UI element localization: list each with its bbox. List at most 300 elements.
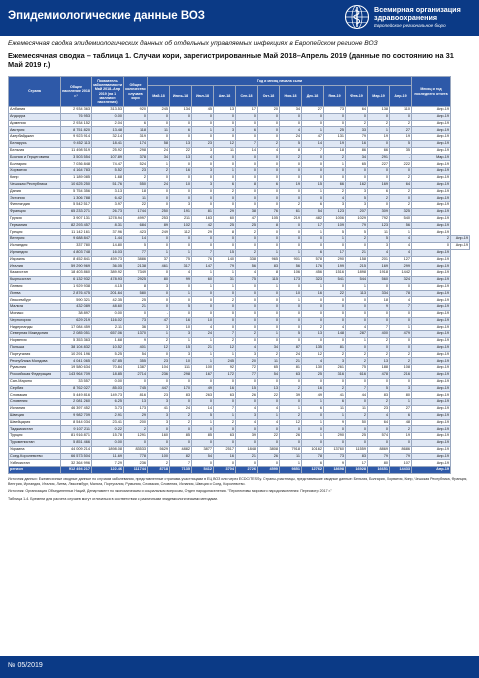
value-cell: 0 xyxy=(324,310,346,317)
value-cell: 291 xyxy=(368,154,390,161)
value-cell: 83 xyxy=(258,263,280,270)
value-cell: 0 xyxy=(192,161,214,168)
value-cell: 2 xyxy=(390,426,412,433)
value-cell: 3 xyxy=(148,283,170,290)
value-cell: 482 xyxy=(302,215,324,222)
value-cell: 0 xyxy=(258,195,280,202)
value-cell: 0 xyxy=(148,440,170,447)
value-cell: 1898 xyxy=(346,270,368,277)
value-cell: 1291 xyxy=(124,433,148,440)
value-cell: 0 xyxy=(280,324,302,331)
value-cell: 0 xyxy=(258,290,280,297)
value-cell: Апр-19 xyxy=(412,283,451,290)
value-cell: 0 xyxy=(324,297,346,304)
value-cell: 3 xyxy=(346,202,368,209)
value-cell: 2 xyxy=(390,351,412,358)
value-cell: 0 xyxy=(214,161,236,168)
country-cell: Республика Молдова xyxy=(9,358,61,365)
value-cell: 0 xyxy=(368,168,390,175)
country-cell: Финляндия xyxy=(9,202,61,209)
value-cell: 14 xyxy=(124,236,148,243)
value-cell: 143 964 709 xyxy=(61,372,92,379)
value-cell: 0 xyxy=(280,242,302,249)
value-cell: 1 xyxy=(148,331,170,338)
value-cell: 0 xyxy=(236,154,258,161)
value-cell: 0 xyxy=(324,283,346,290)
value-cell: 1 xyxy=(192,419,214,426)
value-cell: 9 xyxy=(368,304,390,311)
value-cell: 2 xyxy=(368,351,390,358)
value-cell: Апр-19 xyxy=(412,229,451,236)
value-cell: 8 751 820 xyxy=(61,127,92,134)
value-cell: 0 xyxy=(170,440,192,447)
value-cell: 58 xyxy=(148,140,170,147)
value-cell: 2 xyxy=(324,154,346,161)
table-row xyxy=(9,134,470,141)
value-cell: Апр-19 xyxy=(451,242,470,249)
value-cell: 4 xyxy=(258,419,280,426)
value-cell: 29 xyxy=(214,208,236,215)
value-cell: 0 xyxy=(280,113,302,120)
country-cell: Швейцария xyxy=(9,419,61,426)
value-cell: 23 xyxy=(148,358,170,365)
value-cell: 4 xyxy=(258,147,280,154)
value-cell: 0 xyxy=(124,378,148,385)
value-cell: 6 xyxy=(236,127,258,134)
table-row xyxy=(9,433,470,440)
value-cell: 18 xyxy=(368,297,390,304)
value-cell: 0 xyxy=(236,161,258,168)
value-cell: 25 xyxy=(124,297,148,304)
value-cell: 0 xyxy=(170,195,192,202)
value-cell: 83 xyxy=(368,392,390,399)
table-row xyxy=(9,242,470,249)
value-cell: 0 xyxy=(390,317,412,324)
table-row xyxy=(9,283,470,290)
value-cell: 0.22 xyxy=(92,426,124,433)
value-cell: 18.85 xyxy=(92,372,124,379)
value-cell: 236 xyxy=(124,460,148,467)
footnote-population: Источник: Организация Объединенных Наций, Департамент по экономическим и социальным вопросам, Отдел народонаселения. "Перспективы мирового народонаселения: Пересмотр 2017 г." xyxy=(8,489,332,493)
value-cell: 0 xyxy=(258,154,280,161)
value-cell: 0 xyxy=(390,283,412,290)
value-cell: 78 xyxy=(302,453,324,460)
value-cell: 0 xyxy=(236,120,258,127)
value-cell: 4882 xyxy=(170,446,192,453)
value-cell: 0 xyxy=(192,188,214,195)
value-cell: 22 xyxy=(124,202,148,209)
value-cell: 0 xyxy=(214,378,236,385)
value-cell: 0 xyxy=(390,440,412,447)
value-cell: 10 xyxy=(280,290,302,297)
value-cell: 138 xyxy=(368,107,390,114)
value-cell: 0 xyxy=(170,283,192,290)
value-cell: 0 xyxy=(302,297,324,304)
value-cell: 11.69 xyxy=(92,453,124,460)
value-cell: Апр-19 xyxy=(412,215,451,222)
value-cell: 0 xyxy=(302,120,324,127)
value-cell: 25 xyxy=(324,127,346,134)
value-cell: 0 xyxy=(148,202,170,209)
value-cell: 298 xyxy=(124,147,148,154)
country-cell: Нидерланды xyxy=(9,324,61,331)
country-cell: Соед.Королевство xyxy=(9,453,61,460)
value-cell: 33 557 xyxy=(61,378,92,385)
value-cell: 0 xyxy=(236,399,258,406)
value-cell: 0 xyxy=(368,283,390,290)
value-cell: 2 xyxy=(148,460,170,467)
col-header-population: Общее население 2018 г.¹ xyxy=(61,77,92,107)
value-cell: 26 xyxy=(258,453,280,460)
value-cell: 0 xyxy=(346,242,368,249)
value-cell: 2 xyxy=(214,338,236,345)
value-cell: 0 xyxy=(148,195,170,202)
country-cell: Украина xyxy=(9,446,61,453)
country-cell: Люксембург xyxy=(9,297,61,304)
value-cell: Апр-19 xyxy=(412,310,451,317)
country-cell: Сан-Марино xyxy=(9,378,61,385)
value-cell: 25 xyxy=(346,433,368,440)
value-cell: 0 xyxy=(258,161,280,168)
value-cell: 0 xyxy=(346,113,368,120)
value-cell: Апр-19 xyxy=(412,419,451,426)
value-cell: 0 xyxy=(236,338,258,345)
value-cell: 20 xyxy=(236,358,258,365)
value-cell: 1 xyxy=(280,249,302,256)
value-cell: 8 452 841 xyxy=(61,256,92,263)
value-cell: 3 xyxy=(148,419,170,426)
value-cell: 2 xyxy=(390,174,412,181)
table-row xyxy=(9,392,470,399)
value-cell: 6 xyxy=(302,460,324,467)
value-cell: 7 xyxy=(236,140,258,147)
value-cell: 65 xyxy=(258,365,280,372)
value-cell: 0 xyxy=(258,378,280,385)
value-cell: 41 xyxy=(324,392,346,399)
value-cell: 0 xyxy=(170,188,192,195)
value-cell: 5 449 816 xyxy=(61,392,92,399)
value-cell: 23.41 xyxy=(92,419,124,426)
value-cell: 108 xyxy=(390,365,412,372)
value-cell: 4 xyxy=(368,249,390,256)
value-cell: 47 xyxy=(236,215,258,222)
value-cell: 0 xyxy=(346,344,368,351)
value-cell: 64 xyxy=(346,107,368,114)
value-cell: 167 xyxy=(192,372,214,379)
value-cell: 0 xyxy=(258,174,280,181)
value-cell: 24 xyxy=(280,134,302,141)
value-cell: 16 xyxy=(302,385,324,392)
value-cell: 0.00 xyxy=(92,440,124,447)
value-cell: 560 xyxy=(368,276,390,283)
value-cell: 92 xyxy=(214,365,236,372)
value-cell: 99 xyxy=(170,276,192,283)
value-cell: 4 xyxy=(302,358,324,365)
country-cell: Эстония xyxy=(9,195,61,202)
value-cell: 172 xyxy=(214,372,236,379)
value-cell: 56 xyxy=(390,222,412,229)
value-cell: 24 xyxy=(170,406,192,413)
value-cell: 0 xyxy=(214,154,236,161)
value-cell: 22 xyxy=(324,290,346,297)
value-cell: 319 xyxy=(124,134,148,141)
value-cell: 2 xyxy=(368,195,390,202)
value-cell: 4 xyxy=(236,344,258,351)
value-cell: 76 xyxy=(192,256,214,263)
value-cell: 263 xyxy=(192,392,214,399)
value-cell: 355 xyxy=(124,358,148,365)
country-cell: Кипр xyxy=(9,174,61,181)
value-cell: 1 xyxy=(346,338,368,345)
value-cell: 24 xyxy=(192,331,214,338)
value-cell: 1.68 xyxy=(92,174,124,181)
intro-text: Ежемесячная сводка эпидемиологических данных об отдельных управляемых инфекциях в Европейском регионе ВОЗ xyxy=(8,40,378,47)
col-header-country: Страна xyxy=(9,77,61,107)
country-cell: Грузия xyxy=(9,215,61,222)
value-cell: 1029 xyxy=(346,215,368,222)
value-cell: Апр-19 xyxy=(412,399,451,406)
value-cell: 2 xyxy=(124,174,148,181)
value-cell: 2 xyxy=(390,188,412,195)
value-cell: 0 xyxy=(214,134,236,141)
value-cell: Апр-19 xyxy=(412,270,451,277)
value-cell: 32 364 996 xyxy=(61,460,92,467)
value-cell: 8 xyxy=(258,270,280,277)
value-cell: 1 xyxy=(280,406,302,413)
value-cell: 1 306 788 xyxy=(61,195,92,202)
value-cell: 0 xyxy=(390,338,412,345)
value-cell: Апр-19 xyxy=(412,161,451,168)
value-cell: 16651 xyxy=(368,467,390,474)
value-cell: 578 xyxy=(302,256,324,263)
value-cell: 3 xyxy=(192,168,214,175)
value-cell: 3 xyxy=(214,127,236,134)
value-cell: 0 xyxy=(390,310,412,317)
table-row xyxy=(9,168,470,175)
value-cell: 9 982 709 xyxy=(61,412,92,419)
country-cell: Венгрия xyxy=(9,236,61,243)
value-cell: 0 xyxy=(214,399,236,406)
value-cell: 5629 xyxy=(148,446,170,453)
value-cell: 325 xyxy=(390,208,412,215)
value-cell: 2 xyxy=(324,385,346,392)
value-cell: 9 xyxy=(124,338,148,345)
table-row xyxy=(9,310,470,317)
country-cell: Черногория xyxy=(9,317,61,324)
who-emblem-icon xyxy=(344,4,370,30)
value-cell: 13 xyxy=(124,399,148,406)
value-cell: 5 353 363 xyxy=(61,338,92,345)
country-cell: Андорра xyxy=(9,113,61,120)
value-cell: 23 xyxy=(192,140,214,147)
value-cell: 0 xyxy=(302,310,324,317)
value-cell: 0 xyxy=(280,188,302,195)
value-cell: 0 xyxy=(258,202,280,209)
value-cell: 46 397 452 xyxy=(61,406,92,413)
table-row xyxy=(9,181,470,188)
value-cell: 11 xyxy=(324,406,346,413)
value-cell: 78 xyxy=(390,290,412,297)
value-cell: 8 762 027 xyxy=(61,385,92,392)
value-cell: 3 xyxy=(390,385,412,392)
value-cell: 3 xyxy=(192,147,214,154)
value-cell: 1 xyxy=(302,399,324,406)
value-cell: 1 xyxy=(258,249,280,256)
value-cell: 4590 xyxy=(258,467,280,474)
value-cell: 200 xyxy=(124,419,148,426)
value-cell: 18 xyxy=(124,188,148,195)
value-cell: 8718 xyxy=(148,467,170,474)
issue-number: № 05/2019 xyxy=(8,662,43,669)
country-cell: Франция xyxy=(9,208,61,215)
value-cell: 2 xyxy=(346,120,368,127)
value-cell: 215 xyxy=(346,263,368,270)
value-cell: 3 503 554 xyxy=(61,154,92,161)
value-cell: 0 xyxy=(368,378,390,385)
value-cell: 34 xyxy=(258,344,280,351)
value-cell: 6 xyxy=(390,412,412,419)
value-cell: 7 xyxy=(214,331,236,338)
value-cell: 0 xyxy=(170,297,192,304)
table-row xyxy=(9,297,470,304)
table-row xyxy=(9,440,470,447)
value-cell: 0 xyxy=(258,229,280,236)
value-cell: 2 xyxy=(390,358,412,365)
value-cell: 2 xyxy=(412,236,451,243)
value-cell: 13 xyxy=(258,385,280,392)
value-cell: 5 xyxy=(170,304,192,311)
value-cell: 29 xyxy=(192,229,214,236)
country-cell: Узбекистан xyxy=(9,460,61,467)
value-cell: 2 xyxy=(280,154,302,161)
value-cell: 3704 xyxy=(214,467,236,474)
value-cell: 60 xyxy=(214,215,236,222)
value-cell: 32.14 xyxy=(92,134,124,141)
value-cell: 0 xyxy=(236,283,258,290)
value-cell: 0 xyxy=(214,202,236,209)
value-cell: Апр-19 xyxy=(412,440,451,447)
value-cell: 3886 xyxy=(124,256,148,263)
value-cell: 63 xyxy=(214,392,236,399)
value-cell: 0 xyxy=(280,120,302,127)
value-cell: 1387 xyxy=(124,365,148,372)
value-cell: 0 xyxy=(258,460,280,467)
value-cell: 74.47 xyxy=(92,161,124,168)
value-cell: 102 xyxy=(170,222,192,229)
col-header-month: Апр-19 xyxy=(390,86,412,107)
value-cell: 115 xyxy=(258,276,280,283)
value-cell: 0 xyxy=(302,412,324,419)
value-cell: 60 xyxy=(192,276,214,283)
value-cell: 1442 xyxy=(390,270,412,277)
value-cell: 170 xyxy=(170,385,192,392)
value-cell: 2 xyxy=(280,202,302,209)
value-cell: 191 xyxy=(170,208,192,215)
value-cell: 13 xyxy=(368,358,390,365)
value-cell: 10 xyxy=(170,324,192,331)
value-cell: 0 xyxy=(192,195,214,202)
value-cell: 0 xyxy=(192,460,214,467)
value-cell: 0 xyxy=(236,378,258,385)
value-cell: 2517 xyxy=(214,446,236,453)
value-cell: 0 xyxy=(236,290,258,297)
value-cell: Апр-19 xyxy=(412,256,451,263)
value-cell: 0 xyxy=(324,168,346,175)
value-cell: 298 xyxy=(170,372,192,379)
value-cell: 0 xyxy=(148,242,170,249)
value-cell: 14433 xyxy=(390,467,412,474)
value-cell: 80 xyxy=(390,392,412,399)
value-cell: 3 xyxy=(368,242,390,249)
value-cell: Апр-19 xyxy=(412,127,451,134)
value-cell: 1 xyxy=(346,283,368,290)
value-cell: 912 494 217 xyxy=(61,467,92,474)
value-cell: 18.41 xyxy=(92,140,124,147)
value-cell: 0 xyxy=(368,140,390,147)
value-cell: 1.44 xyxy=(92,236,124,243)
value-cell: 0 xyxy=(214,236,236,243)
value-cell: 5 754 356 xyxy=(61,188,92,195)
country-cell: Исландия xyxy=(9,242,61,249)
value-cell: Апр-19 xyxy=(412,263,451,270)
value-cell: 0 xyxy=(302,304,324,311)
value-cell: 148 xyxy=(324,331,346,338)
value-cell: 0 xyxy=(346,378,368,385)
value-cell: 15.78 xyxy=(92,433,124,440)
value-cell: 5 xyxy=(368,236,390,243)
value-cell: 3 xyxy=(236,351,258,358)
value-cell: 2 xyxy=(258,351,280,358)
value-cell: 1 xyxy=(148,161,170,168)
value-cell: 1 xyxy=(258,412,280,419)
value-cell: 34 xyxy=(280,107,302,114)
value-cell: 199 xyxy=(324,263,346,270)
value-cell: 2 xyxy=(124,426,148,433)
value-cell: 7349 xyxy=(124,270,148,277)
value-cell: 12 xyxy=(302,351,324,358)
value-cell: 66 573 504 xyxy=(61,453,92,460)
value-cell: 778 xyxy=(124,453,148,460)
table-row xyxy=(9,365,470,372)
value-cell: 0 xyxy=(368,317,390,324)
value-cell: 23 xyxy=(124,168,148,175)
value-cell: 0 xyxy=(258,236,280,243)
value-cell: 0 xyxy=(148,113,170,120)
value-cell: 432 089 xyxy=(61,304,92,311)
value-cell: 0 xyxy=(280,304,302,311)
value-cell: Апр-19 xyxy=(412,392,451,399)
value-cell: Апр-19 xyxy=(412,406,451,413)
value-cell: 629 219 xyxy=(61,317,92,324)
value-cell: 26 xyxy=(280,433,302,440)
value-cell: 0 xyxy=(148,378,170,385)
value-cell: 920 xyxy=(124,107,148,114)
value-cell: 54 xyxy=(302,208,324,215)
value-cell: 5 xyxy=(390,140,412,147)
value-cell: 4 xyxy=(390,236,412,243)
value-cell: 0 xyxy=(236,202,258,209)
value-cell: 0 xyxy=(302,168,324,175)
value-cell: 4 xyxy=(192,324,214,331)
value-cell: 0 xyxy=(258,426,280,433)
value-cell: 2726 xyxy=(236,467,258,474)
value-cell: 3 907 131 xyxy=(61,215,92,222)
value-cell: 0 xyxy=(302,174,324,181)
value-cell: 6 xyxy=(124,120,148,127)
value-cell: 8 xyxy=(280,147,302,154)
value-cell: 2 xyxy=(258,140,280,147)
value-cell: 1278.94 xyxy=(92,215,124,222)
